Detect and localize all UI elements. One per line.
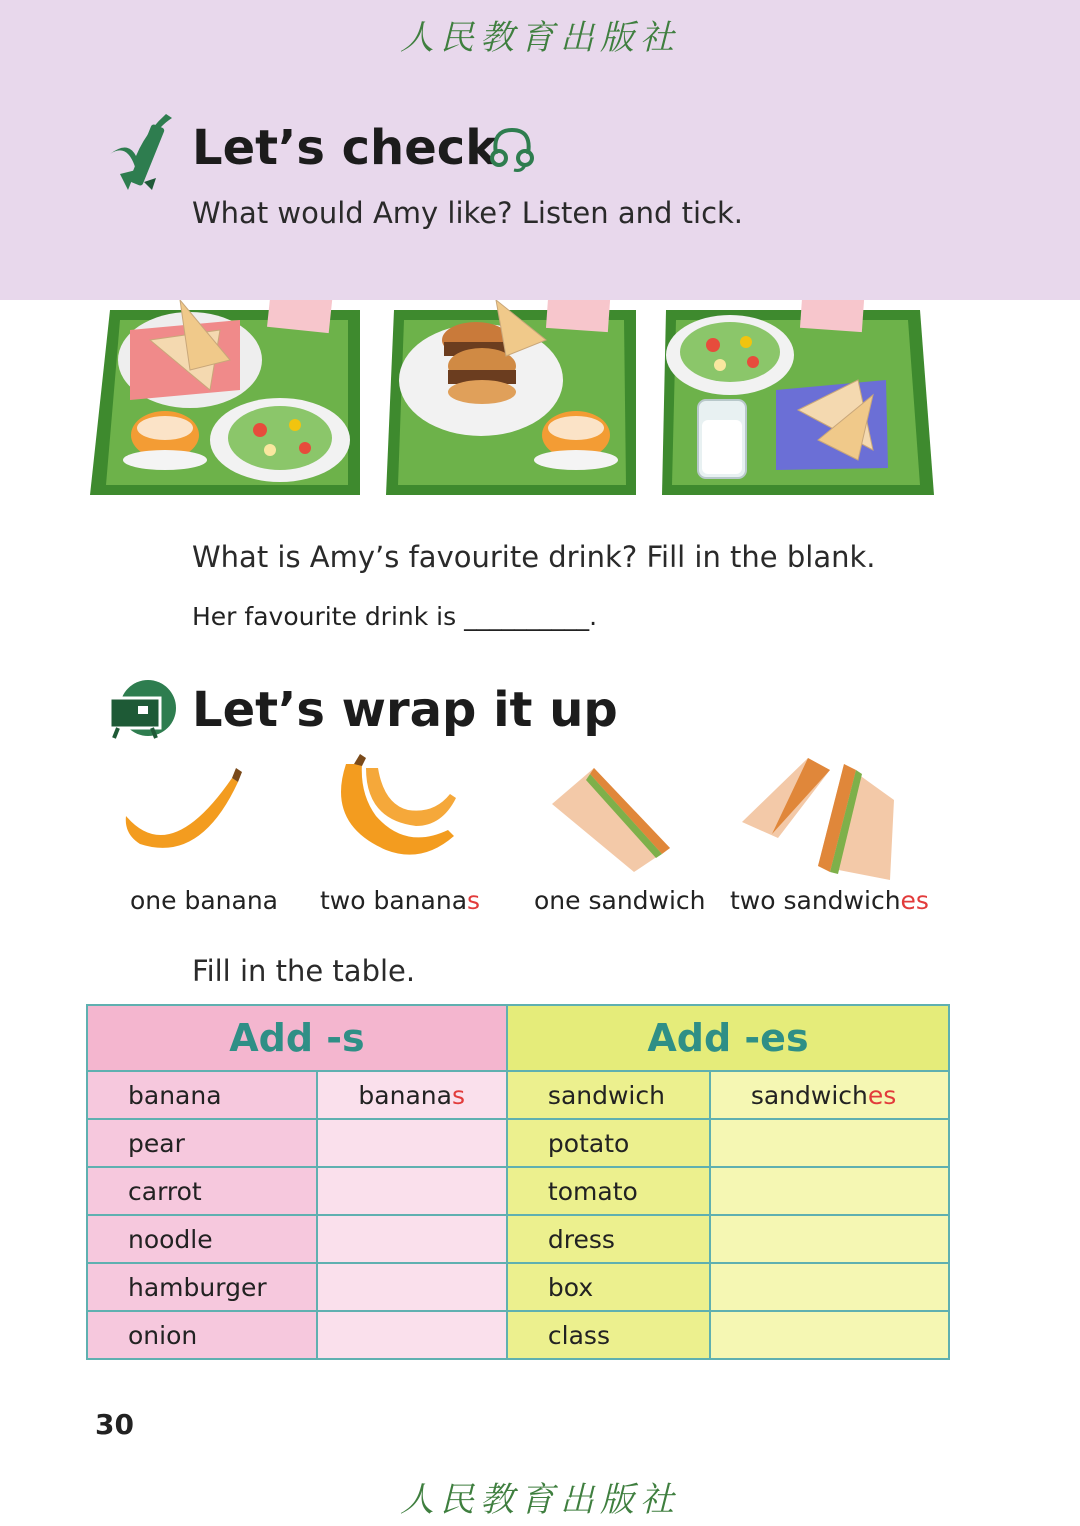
lets-wrap-title: Let’s wrap it up [192, 682, 618, 738]
s-word-cell: banana [87, 1071, 317, 1119]
publisher-logo-top: 人民教育出版社 [400, 18, 680, 58]
table-header-row [87, 1005, 949, 1071]
fill-blank-sentence[interactable]: Her favourite drink is __________. [192, 602, 598, 631]
word-one-banana: one banana [130, 886, 278, 915]
food-tray-3[interactable] [658, 300, 936, 500]
header-add-s: Add -s [87, 1005, 507, 1071]
table-row [87, 1215, 949, 1263]
es-word-cell: tomato [507, 1167, 710, 1215]
table-row [87, 1167, 949, 1215]
table-row [87, 1071, 949, 1119]
es-word-cell: dress [507, 1215, 710, 1263]
es-word-cell: potato [507, 1119, 710, 1167]
es-word-cell: sandwich [507, 1071, 710, 1119]
es-answer-cell[interactable] [710, 1167, 949, 1215]
s-word-cell: pear [87, 1119, 317, 1167]
one-banana-image [120, 768, 250, 868]
one-sandwich-image [550, 764, 676, 872]
es-word-cell: box [507, 1263, 710, 1311]
s-word-cell: onion [87, 1311, 317, 1359]
word-two-bananas: two bananas [320, 886, 481, 915]
s-answer-cell[interactable] [317, 1167, 507, 1215]
word-one-sandwich: one sandwich [534, 886, 706, 915]
table-instruction: Fill in the table. [192, 954, 416, 988]
drink-question: What is Amy’s favourite drink? Fill in the blank. [192, 540, 876, 574]
s-answer-cell[interactable]: bananas [317, 1071, 507, 1119]
es-answer-cell[interactable] [710, 1215, 949, 1263]
word-two-sandwiches: two sandwiches [730, 886, 929, 915]
s-answer-cell[interactable] [317, 1119, 507, 1167]
blackboard-icon [108, 680, 180, 740]
two-bananas-image [326, 754, 460, 870]
es-answer-cell[interactable] [710, 1119, 949, 1167]
s-answer-cell[interactable] [317, 1311, 507, 1359]
publisher-logo-bottom: 人民教育出版社 [400, 1480, 680, 1520]
food-tray-1[interactable] [90, 300, 370, 500]
es-answer-cell[interactable]: sandwiches [710, 1071, 949, 1119]
two-sandwiches-image [738, 756, 898, 880]
check-pencil-icon [106, 112, 176, 194]
table-row [87, 1311, 949, 1359]
food-tray-2[interactable] [386, 300, 646, 500]
table-row [87, 1263, 949, 1311]
check-instruction: What would Amy like? Listen and tick. [192, 196, 744, 230]
es-answer-cell[interactable] [710, 1263, 949, 1311]
es-answer-cell[interactable] [710, 1311, 949, 1359]
table-row [87, 1119, 949, 1167]
s-word-cell: noodle [87, 1215, 317, 1263]
plural-table [86, 1004, 950, 1360]
s-word-cell: carrot [87, 1167, 317, 1215]
headphones-icon [488, 124, 536, 174]
s-word-cell: hamburger [87, 1263, 317, 1311]
s-answer-cell[interactable] [317, 1263, 507, 1311]
s-answer-cell[interactable] [317, 1215, 507, 1263]
es-word-cell: class [507, 1311, 710, 1359]
header-add-es: Add -es [507, 1005, 949, 1071]
page-number: 30 [95, 1408, 134, 1441]
lets-check-title: Let’s check [192, 120, 498, 176]
